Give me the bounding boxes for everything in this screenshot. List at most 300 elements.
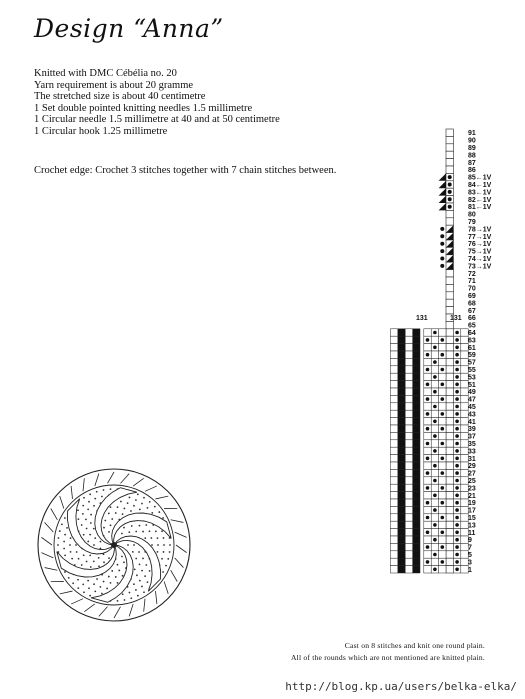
materials-line: Knitted with DMC Cébélia no. 20 bbox=[34, 68, 177, 79]
chart-cell bbox=[431, 440, 438, 447]
chart-cell bbox=[439, 462, 446, 469]
chart-cell bbox=[413, 455, 420, 462]
doily-dot bbox=[86, 561, 88, 563]
chart-mark bbox=[426, 338, 430, 342]
doily-dot bbox=[161, 530, 163, 532]
chart-cell bbox=[446, 403, 453, 410]
doily-dot bbox=[135, 558, 137, 560]
row-number: 51 bbox=[468, 381, 476, 389]
chart-mark bbox=[455, 508, 459, 512]
chart-mark bbox=[441, 383, 445, 387]
row-number: 13 bbox=[468, 522, 476, 530]
chart-cell bbox=[405, 506, 412, 513]
chart-cell bbox=[413, 395, 420, 402]
chart-mark bbox=[455, 353, 459, 357]
chart-mark bbox=[440, 234, 444, 238]
row-number: 53 bbox=[468, 374, 476, 382]
doily-dot bbox=[72, 582, 74, 584]
doily-dot bbox=[101, 593, 103, 595]
chart-mark bbox=[455, 501, 459, 505]
row-number: 75→1V bbox=[468, 248, 492, 256]
chart-cell bbox=[413, 543, 420, 550]
chart-mark bbox=[441, 427, 445, 431]
chart-mark bbox=[455, 457, 459, 461]
doily-chevron bbox=[45, 522, 54, 532]
chart-cell bbox=[390, 455, 397, 462]
chart-cell bbox=[413, 366, 420, 373]
chart-mark bbox=[433, 360, 437, 364]
doily-chevron bbox=[164, 581, 168, 593]
chart-cell bbox=[413, 566, 420, 573]
chart-cell bbox=[446, 447, 453, 454]
chart-cell bbox=[390, 543, 397, 550]
chart-cell bbox=[413, 506, 420, 513]
doily-dot bbox=[144, 537, 146, 539]
chart-cell bbox=[439, 388, 446, 395]
doily-chevron bbox=[51, 509, 58, 520]
chart-mark bbox=[455, 471, 459, 475]
column-label: 131 bbox=[450, 314, 462, 322]
doily-dot bbox=[123, 561, 125, 563]
doily-dot bbox=[58, 537, 60, 539]
chart-cell bbox=[461, 395, 468, 402]
chart-mark bbox=[433, 508, 437, 512]
row-number: 39 bbox=[468, 426, 476, 434]
chart-mark bbox=[455, 331, 459, 335]
doily-dot bbox=[63, 548, 65, 550]
chart-cell bbox=[446, 270, 453, 277]
doily-dot bbox=[108, 531, 110, 533]
chart-mark bbox=[433, 434, 437, 438]
chart-cell bbox=[424, 492, 431, 499]
doily-dot bbox=[110, 582, 112, 584]
doily-dot bbox=[169, 544, 171, 546]
chart-cell bbox=[431, 381, 438, 388]
chart-cell bbox=[439, 373, 446, 380]
chart-cell bbox=[461, 514, 468, 521]
doily-dot bbox=[124, 599, 126, 601]
chart-cell bbox=[446, 455, 453, 462]
doily-dot bbox=[93, 583, 95, 585]
doily-dot bbox=[89, 493, 91, 495]
chart-cell bbox=[446, 506, 453, 513]
chart-cell bbox=[390, 381, 397, 388]
chart-cell bbox=[390, 484, 397, 491]
chart-mark bbox=[455, 434, 459, 438]
chart-mark bbox=[455, 545, 459, 549]
chart-mark bbox=[433, 390, 437, 394]
chart-cell bbox=[413, 418, 420, 425]
chart-mark bbox=[439, 203, 446, 210]
row-number: 82←1V bbox=[468, 196, 492, 204]
chart-cell bbox=[390, 395, 397, 402]
doily-chevron bbox=[175, 532, 187, 537]
doily-dot bbox=[131, 525, 133, 527]
chart-cell bbox=[413, 551, 420, 558]
chart-cell bbox=[439, 521, 446, 528]
chart-cell bbox=[446, 218, 453, 225]
doily-dot bbox=[77, 509, 79, 511]
chart-cell bbox=[405, 462, 412, 469]
doily-dot bbox=[137, 595, 139, 597]
chart-cell bbox=[398, 440, 405, 447]
chart-cell bbox=[446, 358, 453, 365]
chart-cell bbox=[446, 307, 453, 314]
doily-dot bbox=[162, 517, 164, 519]
doily-dot bbox=[169, 551, 171, 553]
chart-cell bbox=[413, 558, 420, 565]
chart-cell bbox=[398, 403, 405, 410]
chart-cell bbox=[405, 492, 412, 499]
chart-cell bbox=[424, 506, 431, 513]
doily-dot bbox=[70, 537, 72, 539]
chart-cell bbox=[461, 566, 468, 573]
chart-cell bbox=[405, 499, 412, 506]
chart-cell bbox=[461, 462, 468, 469]
doily-dot bbox=[81, 524, 83, 526]
doily-dot bbox=[120, 501, 122, 503]
chart-cell bbox=[398, 351, 405, 358]
chart-mark bbox=[426, 545, 430, 549]
chart-mark bbox=[455, 464, 459, 468]
doily-dot bbox=[117, 564, 119, 566]
doily-dot bbox=[93, 505, 95, 507]
doily-dot bbox=[145, 564, 147, 566]
row-number: 76→1V bbox=[468, 241, 492, 249]
chart-mark bbox=[426, 471, 430, 475]
chart-cell bbox=[390, 447, 397, 454]
chart-cell bbox=[413, 432, 420, 439]
chart-cell bbox=[398, 566, 405, 573]
chart-cell bbox=[446, 514, 453, 521]
chart-cell bbox=[405, 558, 412, 565]
chart-mark bbox=[441, 457, 445, 461]
chart-cell bbox=[446, 129, 453, 136]
chart-cell bbox=[390, 499, 397, 506]
chart-cell bbox=[424, 521, 431, 528]
row-number: 17 bbox=[468, 507, 476, 515]
chart-cell bbox=[431, 410, 438, 417]
doily-dot bbox=[94, 498, 96, 500]
chart-cell bbox=[461, 329, 468, 336]
doily-chevron bbox=[99, 607, 108, 617]
chart-cell bbox=[390, 410, 397, 417]
chart-cell bbox=[461, 425, 468, 432]
chart-cell bbox=[461, 536, 468, 543]
chart-mark bbox=[433, 568, 437, 572]
chart-mark bbox=[441, 560, 445, 564]
chart-cell bbox=[413, 351, 420, 358]
chart-cell bbox=[424, 403, 431, 410]
doily-dot bbox=[122, 593, 124, 595]
doily-dot bbox=[108, 513, 110, 515]
doily-dot bbox=[111, 570, 113, 572]
row-number: 85←1V bbox=[468, 174, 492, 182]
chart-cell bbox=[390, 425, 397, 432]
chart-mark bbox=[426, 442, 430, 446]
chart-mark bbox=[433, 346, 437, 350]
doily-dot bbox=[100, 547, 102, 549]
chart-cell bbox=[390, 492, 397, 499]
row-number: 33 bbox=[468, 448, 476, 456]
chart-cell bbox=[439, 566, 446, 573]
doily-dot bbox=[98, 557, 100, 559]
chart-cell bbox=[424, 432, 431, 439]
doily-dot bbox=[139, 525, 141, 527]
doily-dot bbox=[94, 590, 96, 592]
doily-dot bbox=[123, 527, 125, 529]
chart-cell bbox=[405, 418, 412, 425]
doily-dot bbox=[144, 575, 146, 577]
chart-mark bbox=[448, 175, 452, 179]
row-number: 11 bbox=[468, 529, 476, 537]
doily-dot bbox=[103, 561, 105, 563]
chart-mark bbox=[433, 375, 437, 379]
doily-dot bbox=[122, 575, 124, 577]
doily-dot bbox=[157, 537, 159, 539]
chart-cell bbox=[446, 366, 453, 373]
doily-chevron bbox=[175, 558, 184, 568]
doily-dot bbox=[110, 488, 112, 490]
chart-mark bbox=[440, 227, 444, 231]
row-number: 7 bbox=[468, 544, 472, 552]
chart-cell bbox=[431, 351, 438, 358]
chart-mark bbox=[455, 360, 459, 364]
doily-dot bbox=[142, 558, 144, 560]
row-number: 91 bbox=[468, 130, 476, 138]
chart-mark bbox=[441, 442, 445, 446]
chart-cell bbox=[446, 277, 453, 284]
chart-cell bbox=[398, 529, 405, 536]
doily-dot bbox=[132, 551, 134, 553]
row-number: 71 bbox=[468, 278, 476, 286]
chart-cell bbox=[446, 329, 453, 336]
doily-chevron bbox=[95, 474, 99, 486]
doily-dot bbox=[83, 554, 85, 556]
chart-cell bbox=[439, 492, 446, 499]
doily-dot bbox=[83, 497, 85, 499]
doily-dot bbox=[134, 568, 136, 570]
chart-cell bbox=[398, 536, 405, 543]
doily-dot bbox=[122, 513, 124, 515]
column-label: 131 bbox=[416, 314, 428, 322]
row-number: 80 bbox=[468, 211, 476, 219]
chart-cell bbox=[390, 551, 397, 558]
chart-cell bbox=[390, 506, 397, 513]
chart-mark bbox=[455, 538, 459, 542]
chart-cell bbox=[390, 336, 397, 343]
chart-mark bbox=[441, 397, 445, 401]
chart-mark bbox=[441, 471, 445, 475]
doily-dot bbox=[155, 531, 157, 533]
chart-mark bbox=[433, 449, 437, 453]
doily-dot bbox=[66, 527, 68, 529]
doily-dot bbox=[154, 506, 156, 508]
chart-cell bbox=[398, 381, 405, 388]
doily-dot bbox=[69, 544, 71, 546]
chart-cell bbox=[398, 477, 405, 484]
doily-dot bbox=[136, 574, 138, 576]
row-number: 23 bbox=[468, 485, 476, 493]
chart-cell bbox=[413, 403, 420, 410]
row-number: 79 bbox=[468, 219, 476, 226]
chart-cell bbox=[424, 418, 431, 425]
doily-dot bbox=[82, 584, 84, 586]
doily-dot bbox=[83, 534, 85, 536]
row-number: 67 bbox=[468, 307, 476, 315]
doily-dot bbox=[93, 544, 95, 546]
doily-dot bbox=[129, 497, 131, 499]
chart-cell bbox=[446, 440, 453, 447]
chart-cell bbox=[405, 388, 412, 395]
doily-dot bbox=[150, 537, 152, 539]
doily-dot bbox=[163, 551, 165, 553]
doily-dot bbox=[85, 518, 87, 520]
doily-dot bbox=[135, 589, 137, 591]
doily-dot bbox=[88, 587, 90, 589]
chart-cell bbox=[461, 543, 468, 550]
chart-cell bbox=[446, 344, 453, 351]
chart-cell bbox=[390, 388, 397, 395]
chart-cell bbox=[431, 455, 438, 462]
chart-cell bbox=[461, 381, 468, 388]
row-number: 87 bbox=[468, 159, 476, 167]
footer-line: All of the rounds which are not mentioned are knitted plain. bbox=[291, 653, 485, 662]
chart-cell bbox=[461, 455, 468, 462]
doily-dot bbox=[163, 544, 165, 546]
chart-cell bbox=[405, 403, 412, 410]
chart-cell bbox=[390, 373, 397, 380]
chart-mark bbox=[426, 457, 430, 461]
chart-cell bbox=[398, 418, 405, 425]
chart-cell bbox=[398, 410, 405, 417]
doily-dot bbox=[64, 554, 66, 556]
source-url: http://blog.kp.ua/users/belka-elka/ bbox=[285, 680, 517, 693]
doily-dot bbox=[108, 576, 110, 578]
chart-mark bbox=[455, 523, 459, 527]
doily-dot bbox=[163, 537, 165, 539]
chart-cell bbox=[446, 144, 453, 151]
doily-center bbox=[111, 542, 117, 548]
chart-cell bbox=[390, 366, 397, 373]
chart-mark bbox=[426, 501, 430, 505]
doily-dot bbox=[149, 501, 151, 503]
chart-cell bbox=[390, 440, 397, 447]
row-number: 43 bbox=[468, 411, 476, 419]
doily-dot bbox=[139, 509, 141, 511]
chart-cell bbox=[439, 551, 446, 558]
chart-mark bbox=[439, 196, 446, 203]
doily-dot bbox=[127, 544, 129, 546]
chart-cell bbox=[398, 558, 405, 565]
materials-line: The stretched size is about 40 centimetre bbox=[34, 91, 206, 103]
doily-dot bbox=[133, 505, 135, 507]
doily-dot bbox=[158, 511, 160, 513]
doily-chevron bbox=[133, 478, 144, 486]
row-number: 27 bbox=[468, 470, 476, 478]
chart-cell bbox=[413, 388, 420, 395]
doily-dot bbox=[103, 527, 105, 529]
doily-dot bbox=[101, 496, 103, 498]
chart-cell bbox=[398, 336, 405, 343]
chart-cell bbox=[446, 210, 453, 217]
chart-cell bbox=[446, 159, 453, 166]
chart-cell bbox=[398, 484, 405, 491]
chart-cell bbox=[413, 514, 420, 521]
chart-cell bbox=[424, 329, 431, 336]
chart-cell bbox=[461, 358, 468, 365]
chart-cell bbox=[461, 351, 468, 358]
doily-dot bbox=[100, 586, 102, 588]
chart-cell bbox=[461, 506, 468, 513]
chart-cell bbox=[439, 329, 446, 336]
chart-cell bbox=[446, 373, 453, 380]
doily-dot bbox=[108, 557, 110, 559]
doily-dot bbox=[100, 541, 102, 543]
doily-dot bbox=[87, 541, 89, 543]
chart-cell bbox=[461, 447, 468, 454]
row-number: 73→1V bbox=[468, 263, 492, 271]
chart-mark bbox=[455, 568, 459, 572]
doily-dot bbox=[165, 565, 167, 567]
doily-dot bbox=[86, 528, 88, 530]
doily-dot bbox=[147, 507, 149, 509]
doily-dot bbox=[94, 537, 96, 539]
doily-dot bbox=[89, 534, 91, 536]
chart-cell bbox=[461, 492, 468, 499]
chart-mark bbox=[455, 553, 459, 557]
knitting-chart bbox=[280, 125, 510, 625]
chart-mark bbox=[455, 375, 459, 379]
chart-cell bbox=[413, 373, 420, 380]
chart-mark bbox=[455, 383, 459, 387]
row-number: 21 bbox=[468, 492, 476, 500]
doily-dot bbox=[137, 493, 139, 495]
chart-cell bbox=[413, 410, 420, 417]
row-number: 3 bbox=[468, 559, 472, 567]
chart-cell bbox=[439, 418, 446, 425]
chart-mark bbox=[433, 331, 437, 335]
doily-chevron bbox=[41, 537, 52, 545]
doily-dot bbox=[117, 600, 119, 602]
chart-mark bbox=[455, 338, 459, 342]
doily-dot bbox=[96, 491, 98, 493]
chart-cell bbox=[390, 521, 397, 528]
materials-line: 1 Circular hook 1.25 millimetre bbox=[34, 125, 168, 137]
chart-mark bbox=[440, 264, 444, 268]
row-number: 83←1V bbox=[468, 189, 492, 197]
doily-dot bbox=[143, 497, 145, 499]
chart-cell bbox=[398, 492, 405, 499]
doily-dot bbox=[89, 554, 91, 556]
doily-dot bbox=[133, 544, 135, 546]
chart-mark bbox=[455, 368, 459, 372]
chart-cell bbox=[390, 566, 397, 573]
doily-dot bbox=[64, 517, 66, 519]
chart-cell bbox=[446, 151, 453, 158]
materials-list bbox=[34, 68, 280, 138]
row-number: 81←1V bbox=[468, 204, 492, 212]
chart-cell bbox=[461, 366, 468, 373]
chart-cell bbox=[390, 432, 397, 439]
row-number: 1 bbox=[468, 566, 472, 574]
chart-mark bbox=[433, 479, 437, 483]
chart-cell bbox=[398, 373, 405, 380]
doily-chevron bbox=[84, 604, 95, 612]
chart-cell bbox=[405, 521, 412, 528]
chart-cell bbox=[405, 477, 412, 484]
chart-mark bbox=[433, 464, 437, 468]
